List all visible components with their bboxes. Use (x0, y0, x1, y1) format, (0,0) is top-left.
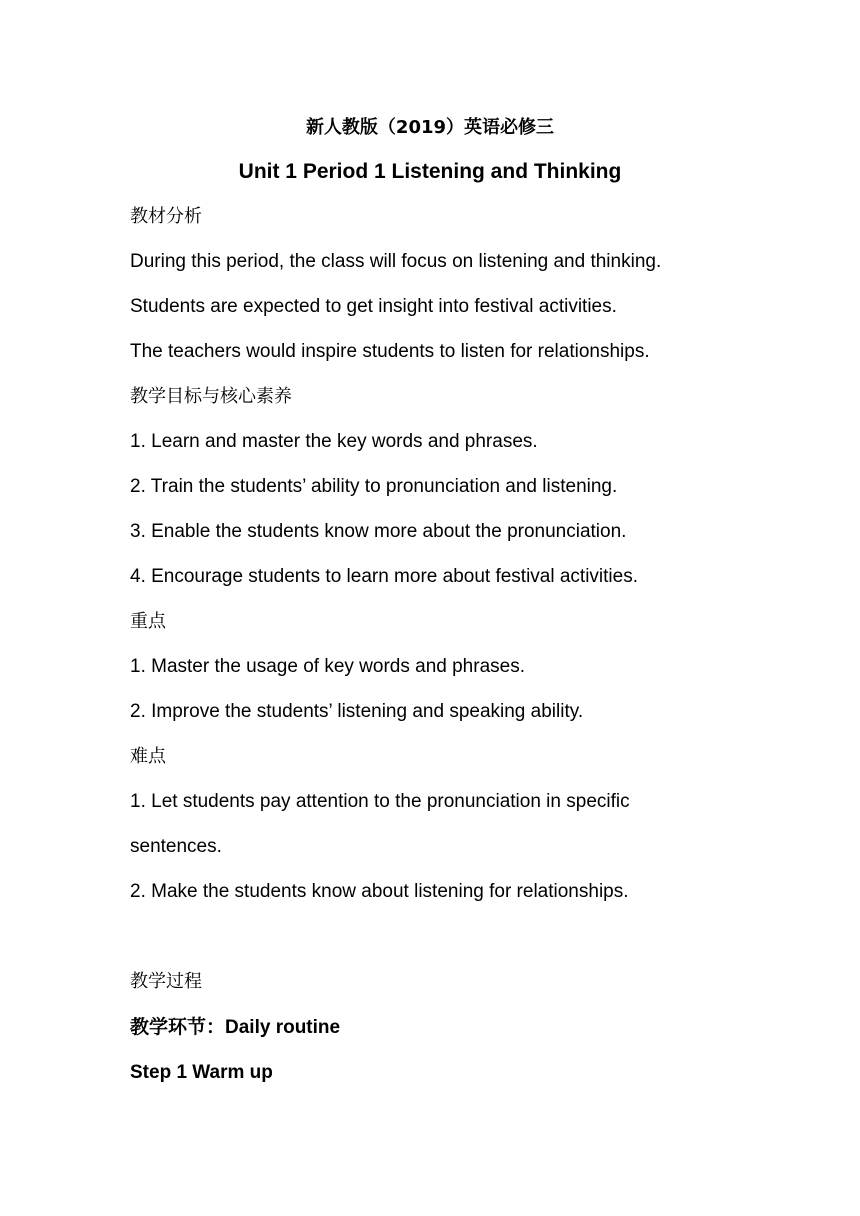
analysis-heading: 教材分析 (130, 206, 202, 227)
header-title: 新人教版（2019）英语必修三 (305, 117, 555, 138)
objective-item: 1. Learn and master the key words and phrases. (130, 431, 538, 452)
difficulty-item: sentences. (130, 836, 222, 857)
analysis-line: Students are expected to get insight into festival activities. (130, 296, 617, 317)
process-step: Step 1 Warm up (130, 1062, 273, 1083)
objective-item: 2. Train the students’ ability to pronunciation and listening. (130, 476, 618, 497)
difficulty-item: 1. Let students pay attention to the pronunciation in specific (130, 791, 630, 812)
objective-item: 3. Enable the students know more about the pronunciation. (130, 521, 627, 542)
key-points-heading: 重点 (130, 611, 166, 632)
key-point-item: 2. Improve the students’ listening and speaking ability. (130, 701, 584, 722)
analysis-line: The teachers would inspire students to listen for relationships. (130, 341, 650, 362)
process-stage: 教学环节：Daily routine (130, 1017, 341, 1038)
objective-item: 4. Encourage students to learn more about festival activities. (130, 566, 638, 587)
process-heading: 教学过程 (130, 971, 202, 992)
difficulties-heading: 难点 (130, 746, 166, 767)
lesson-title: Unit 1 Period 1 Listening and Thinking (238, 160, 622, 183)
key-point-item: 1. Master the usage of key words and phrases. (130, 656, 525, 677)
analysis-line: During this period, the class will focus on listening and thinking. (130, 251, 662, 272)
objectives-heading: 教学目标与核心素养 (130, 386, 292, 407)
difficulty-item: 2. Make the students know about listening for relationships. (130, 881, 629, 902)
